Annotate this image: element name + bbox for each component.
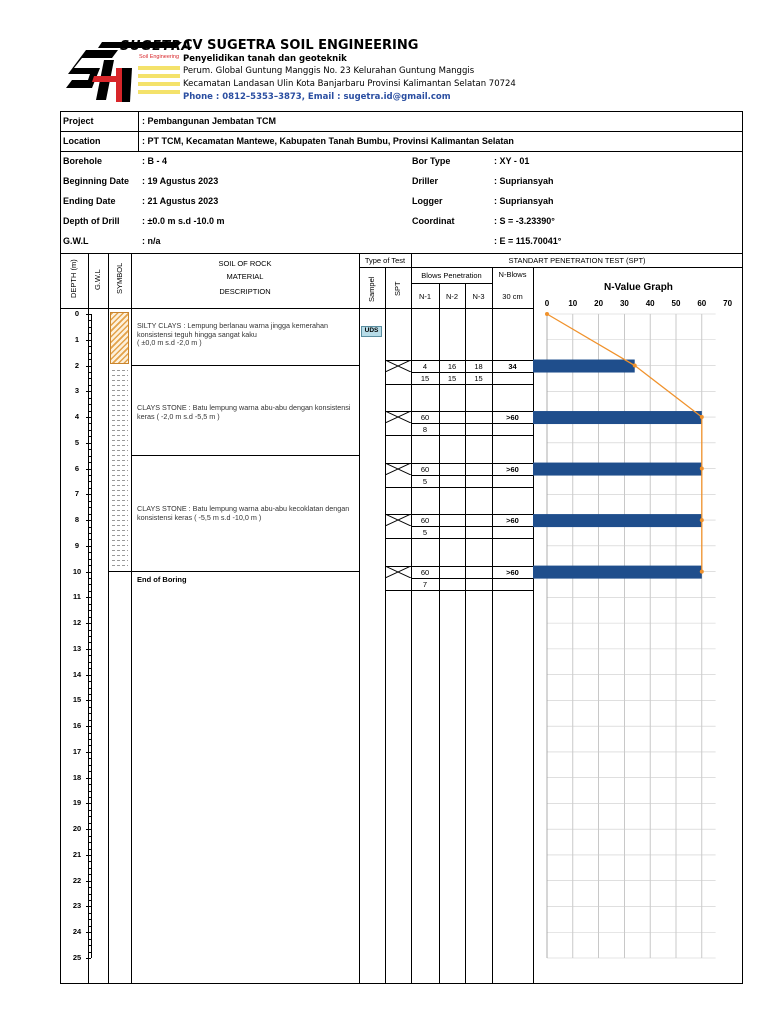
- depth-minor-tick: [88, 398, 91, 399]
- depth-minor-tick: [88, 591, 91, 592]
- depth-minor-tick: [88, 797, 91, 798]
- sampel-column-header: Sampel: [367, 276, 376, 302]
- x-tick-label: 40: [645, 299, 655, 308]
- location-label: Location: [63, 136, 101, 146]
- depth-minor-tick: [88, 874, 91, 875]
- depth-minor-tick: [88, 533, 91, 534]
- depth-minor-tick: [88, 823, 91, 824]
- depth-minor-tick: [88, 481, 91, 482]
- depth-minor-tick: [88, 739, 91, 740]
- n-value-point: [700, 415, 704, 419]
- depth-tick-label: 8: [74, 515, 80, 525]
- depth-minor-tick: [88, 945, 91, 946]
- spt-column-header: SPT: [393, 281, 402, 296]
- depth-minor-tick: [88, 372, 91, 373]
- depth-minor-tick: [88, 662, 91, 663]
- chart-title: N-Value Graph: [604, 282, 673, 293]
- n-value-point: [633, 364, 637, 368]
- depth-minor-tick: [88, 630, 91, 631]
- n2-header: N-2: [445, 292, 459, 301]
- blows-penetration-header: Blows Penetration: [421, 271, 482, 280]
- bor-type-label: Bor Type: [412, 156, 451, 166]
- symbol-column-header: SYMBOL: [115, 262, 124, 294]
- spt-cell: 4: [422, 361, 428, 371]
- depth-minor-tick: [88, 488, 91, 489]
- depth-minor-tick: [88, 353, 91, 354]
- spt-cell: 15: [447, 373, 457, 383]
- silty-clay-symbol: [110, 312, 129, 364]
- depth-minor-tick: [88, 694, 91, 695]
- depth-minor-tick: [88, 475, 91, 476]
- depth-tick-label: 16: [72, 721, 82, 731]
- depth-minor-tick: [88, 849, 91, 850]
- depth-column-header: DEPTH (m): [69, 259, 78, 298]
- spt-cell: 15: [474, 373, 483, 383]
- depth-tick-label: 17: [72, 746, 82, 756]
- depth-minor-tick: [88, 320, 91, 321]
- borehole-value: : B - 4: [142, 156, 168, 166]
- depth-minor-tick: [88, 939, 91, 940]
- x-tick-label: 50: [671, 299, 681, 308]
- spt-row-line: [385, 487, 533, 488]
- depth-major-tick: [86, 855, 91, 856]
- depth-value: : ±0.0 m s.d -10.0 m: [142, 216, 225, 226]
- company-name: CV SUGETRA SOIL ENGINEERING: [183, 38, 419, 53]
- depth-major-tick: [86, 520, 91, 521]
- spt-cell: 60: [420, 464, 430, 474]
- n-value-bar: [533, 566, 702, 579]
- n1-header: N-1: [418, 292, 432, 301]
- clay-stone-symbol: [112, 367, 128, 570]
- spt-cell: 8: [422, 425, 428, 435]
- depth-tick-label: 0: [74, 309, 80, 318]
- driller-value: : Supriansyah: [494, 176, 554, 186]
- coordinate-label: Coordinat: [412, 216, 455, 226]
- depth-tick-label: 25: [72, 953, 82, 962]
- depth-minor-tick: [88, 894, 91, 895]
- depth-minor-tick: [88, 404, 91, 405]
- depth-minor-tick: [88, 836, 91, 837]
- company-address-line1: Perum. Global Guntung Manggis No. 23 Kelurahan Guntung Manggis: [183, 66, 475, 76]
- n-value-point: [545, 312, 549, 316]
- depth-minor-tick: [88, 359, 91, 360]
- depth-minor-tick: [88, 733, 91, 734]
- depth-minor-tick: [88, 861, 91, 862]
- depth-tick-label: 1: [74, 334, 80, 344]
- depth-minor-tick: [88, 745, 91, 746]
- depth-minor-tick: [88, 655, 91, 656]
- depth-minor-tick: [88, 887, 91, 888]
- depth-minor-tick: [88, 952, 91, 953]
- depth-minor-tick: [88, 868, 91, 869]
- depth-major-tick: [86, 417, 91, 418]
- depth-minor-tick: [88, 617, 91, 618]
- layer-description: CLAYS STONE : Batu lempung warna abu-abu dengan konsistensi keras ( -2,0 m s.d -5,5 m ): [137, 403, 351, 421]
- n-blows-header: N-Blows: [498, 270, 527, 279]
- depth-minor-tick: [88, 636, 91, 637]
- depth-tick-label: 4: [74, 412, 80, 422]
- n-value-point: [700, 467, 704, 471]
- depth-major-tick: [86, 314, 91, 315]
- spt-sample-cross: [385, 411, 411, 423]
- depth-minor-tick: [88, 688, 91, 689]
- depth-minor-tick: [88, 436, 91, 437]
- spt-row-line: [385, 590, 533, 591]
- spt-row-line: [411, 578, 533, 579]
- end-date-label: Ending Date: [63, 196, 116, 206]
- company-tagline: Penyelidikan tanah dan geoteknik: [183, 54, 347, 64]
- coordinate-south: : S = -3.23390°: [494, 216, 555, 226]
- depth-minor-tick: [88, 327, 91, 328]
- depth-tick-label: 3: [74, 386, 80, 396]
- depth-major-tick: [86, 623, 91, 624]
- coordinate-east: : E = 115.70041°: [494, 236, 562, 246]
- depth-tick-label: 19: [72, 798, 82, 808]
- depth-minor-tick: [88, 642, 91, 643]
- company-contact: Phone : 0812–5353–3873, Email : sugetra.id@gmail.com: [183, 92, 451, 102]
- n-value-bar: [533, 411, 702, 424]
- depth-tick-label: 5: [74, 437, 80, 447]
- spt-cell: >60: [506, 413, 519, 423]
- n-value-bar: [533, 463, 702, 476]
- depth-minor-tick: [88, 810, 91, 811]
- spt-sample-cross: [385, 360, 411, 372]
- depth-minor-tick: [88, 842, 91, 843]
- depth-minor-tick: [88, 913, 91, 914]
- depth-major-tick: [86, 443, 91, 444]
- depth-tick-label: 12: [72, 618, 82, 628]
- depth-minor-tick: [88, 462, 91, 463]
- spt-cell: 7: [422, 579, 428, 589]
- depth-minor-tick: [88, 900, 91, 901]
- depth-minor-tick: [88, 449, 91, 450]
- layer-description: SILTY CLAYS : Lempung berlanau warna jingga kemerahan konsistensi teguh hingga sangat kaku ( ±0,0 m s.d -2,0 m ): [137, 321, 328, 348]
- depth-minor-tick: [88, 423, 91, 424]
- spt-cell: >60: [506, 567, 519, 577]
- depth-minor-tick: [88, 604, 91, 605]
- logo-subtitle: Soil Engineering: [139, 54, 180, 60]
- n-value-point: [700, 518, 704, 522]
- depth-minor-tick: [88, 668, 91, 669]
- depth-major-tick: [86, 572, 91, 573]
- spt-row-line: [411, 475, 533, 476]
- spt-row-line: [411, 372, 533, 373]
- layer-description: CLAYS STONE : Batu lempung warna abu-abu kecoklatan dengan konsistensi keras ( -5,5 m s.d -10,0 m ): [137, 504, 350, 522]
- n-value-chart: [533, 296, 743, 984]
- depth-tick-label: 11: [73, 592, 81, 602]
- depth-tick-label: 10: [72, 566, 82, 576]
- gwl-value: : n/a: [142, 236, 161, 246]
- begin-date-label: Beginning Date: [63, 176, 130, 186]
- spt-cell: 60: [420, 567, 430, 577]
- spt-cell: 16: [447, 361, 457, 371]
- depth-label: Depth of Drill: [63, 216, 120, 226]
- depth-minor-tick: [88, 565, 91, 566]
- depth-minor-tick: [88, 771, 91, 772]
- depth-minor-tick: [88, 456, 91, 457]
- spt-row-line: [385, 435, 533, 436]
- driller-label: Driller: [412, 176, 439, 186]
- depth-tick-label: 2: [74, 360, 80, 370]
- spt-row-line: [411, 423, 533, 424]
- depth-tick-label: 6: [74, 463, 80, 473]
- depth-major-tick: [86, 803, 91, 804]
- project-label: Project: [63, 116, 94, 126]
- depth-minor-tick: [88, 681, 91, 682]
- soil-header-line2: MATERIAL: [226, 272, 264, 281]
- depth-tick-label: 9: [74, 540, 80, 550]
- depth-major-tick: [86, 597, 91, 598]
- depth-minor-tick: [88, 378, 91, 379]
- borehole-label: Borehole: [63, 156, 103, 166]
- depth-major-tick: [86, 366, 91, 367]
- spt-cell: 34: [508, 361, 517, 371]
- depth-tick-label: 21: [72, 849, 82, 859]
- depth-major-tick: [86, 778, 91, 779]
- depth-minor-tick: [88, 919, 91, 920]
- depth-major-tick: [86, 700, 91, 701]
- soil-header-line1: SOIL OF ROCK: [218, 259, 272, 268]
- depth-major-tick: [86, 391, 91, 392]
- company-address-line2: Kecamatan Landasan Ulin Kota Banjarbaru Provinsi Kalimantan Selatan 70724: [183, 79, 516, 89]
- spt-cell: 60: [420, 516, 430, 526]
- depth-major-tick: [86, 469, 91, 470]
- depth-major-tick: [86, 906, 91, 907]
- gwl-label: G.W.L: [63, 236, 89, 246]
- depth-minor-tick: [88, 552, 91, 553]
- gwl-column-header: G.W.L: [93, 269, 102, 290]
- depth-minor-tick: [88, 333, 91, 334]
- spt-row-line: [385, 384, 533, 385]
- x-tick-label: 60: [697, 299, 707, 308]
- depth-tick-label: 22: [72, 875, 82, 885]
- soil-header-line3: DESCRIPTION: [219, 287, 271, 296]
- depth-minor-tick: [88, 784, 91, 785]
- depth-minor-tick: [88, 385, 91, 386]
- depth-major-tick: [86, 726, 91, 727]
- depth-axis-line: [91, 314, 92, 958]
- depth-major-tick: [86, 829, 91, 830]
- x-tick-label: 30: [619, 299, 629, 308]
- depth-major-tick: [86, 340, 91, 341]
- spt-sample-cross: [385, 566, 411, 578]
- x-tick-label: 10: [568, 299, 578, 308]
- depth-minor-tick: [88, 707, 91, 708]
- logger-value: : Supriansyah: [494, 196, 554, 206]
- depth-major-tick: [86, 649, 91, 650]
- depth-tick-label: 15: [72, 695, 82, 705]
- spt-sample-cross: [385, 514, 411, 526]
- depth-minor-tick: [88, 514, 91, 515]
- depth-tick-label: 7: [74, 489, 80, 499]
- project-value: : Pembangunan Jembatan TCM: [142, 116, 277, 126]
- depth-minor-tick: [88, 720, 91, 721]
- spt-cell: 5: [422, 528, 428, 538]
- depth-major-tick: [86, 494, 91, 495]
- begin-date-value: : 19 Agustus 2023: [142, 176, 219, 186]
- bor-type-value: : XY - 01: [494, 156, 530, 166]
- depth-minor-tick: [88, 584, 91, 585]
- depth-minor-tick: [88, 926, 91, 927]
- depth-minor-tick: [88, 539, 91, 540]
- end-date-value: : 21 Agustus 2023: [142, 196, 219, 206]
- spt-cell: >60: [506, 516, 519, 526]
- n3-header: N-3: [472, 292, 485, 301]
- depth-tick-label: 20: [72, 824, 82, 834]
- location-value: : PT TCM, Kecamatan Mantewe, Kabupaten Tanah Bumbu, Provinsi Kalimantan Selatan: [142, 136, 514, 146]
- spt-sample-cross: [385, 463, 411, 475]
- depth-minor-tick: [88, 430, 91, 431]
- depth-minor-tick: [88, 791, 91, 792]
- spt-cell: 15: [420, 373, 430, 383]
- depth-major-tick: [86, 881, 91, 882]
- depth-tick-label: 24: [72, 927, 82, 937]
- depth-major-tick: [86, 932, 91, 933]
- n-value-point: [700, 570, 704, 574]
- logger-label: Logger: [412, 196, 443, 206]
- depth-minor-tick: [88, 578, 91, 579]
- depth-major-tick: [86, 752, 91, 753]
- depth-minor-tick: [88, 816, 91, 817]
- depth-minor-tick: [88, 610, 91, 611]
- type-of-test-header: Type of Test: [364, 256, 406, 265]
- depth-minor-tick: [88, 346, 91, 347]
- spt-cell: 18: [474, 361, 483, 371]
- depth-minor-tick: [88, 758, 91, 759]
- depth-major-tick: [86, 675, 91, 676]
- depth-minor-tick: [88, 765, 91, 766]
- depth-tick-label: 13: [72, 643, 82, 653]
- depth-tick-label: 18: [72, 772, 82, 782]
- x-tick-label: 70: [723, 299, 733, 308]
- spt-cell: >60: [506, 464, 519, 474]
- spt-cell: 5: [422, 476, 428, 486]
- depth-tick-label: 14: [72, 669, 82, 679]
- depth-minor-tick: [88, 411, 91, 412]
- depth-minor-tick: [88, 713, 91, 714]
- n-value-bar: [533, 514, 702, 527]
- logo-wordmark: SUGETRA: [120, 39, 192, 54]
- spt-title: STANDART PENETRATION TEST (SPT): [508, 256, 646, 265]
- cm30-header: 30 cm: [502, 292, 523, 301]
- depth-minor-tick: [88, 501, 91, 502]
- n-value-bar: [533, 360, 635, 373]
- depth-minor-tick: [88, 507, 91, 508]
- depth-minor-tick: [88, 559, 91, 560]
- spt-row-line: [411, 526, 533, 527]
- depth-major-tick: [86, 958, 91, 959]
- spt-cell: 60: [420, 413, 430, 423]
- uds-sample-label: UDS: [364, 327, 379, 334]
- depth-tick-label: 23: [72, 901, 82, 911]
- depth-minor-tick: [88, 527, 91, 528]
- x-tick-label: 0: [544, 299, 550, 308]
- depth-major-tick: [86, 546, 91, 547]
- x-tick-label: 20: [594, 299, 604, 308]
- spt-row-line: [385, 538, 533, 539]
- end-of-boring: End of Boring: [137, 575, 187, 584]
